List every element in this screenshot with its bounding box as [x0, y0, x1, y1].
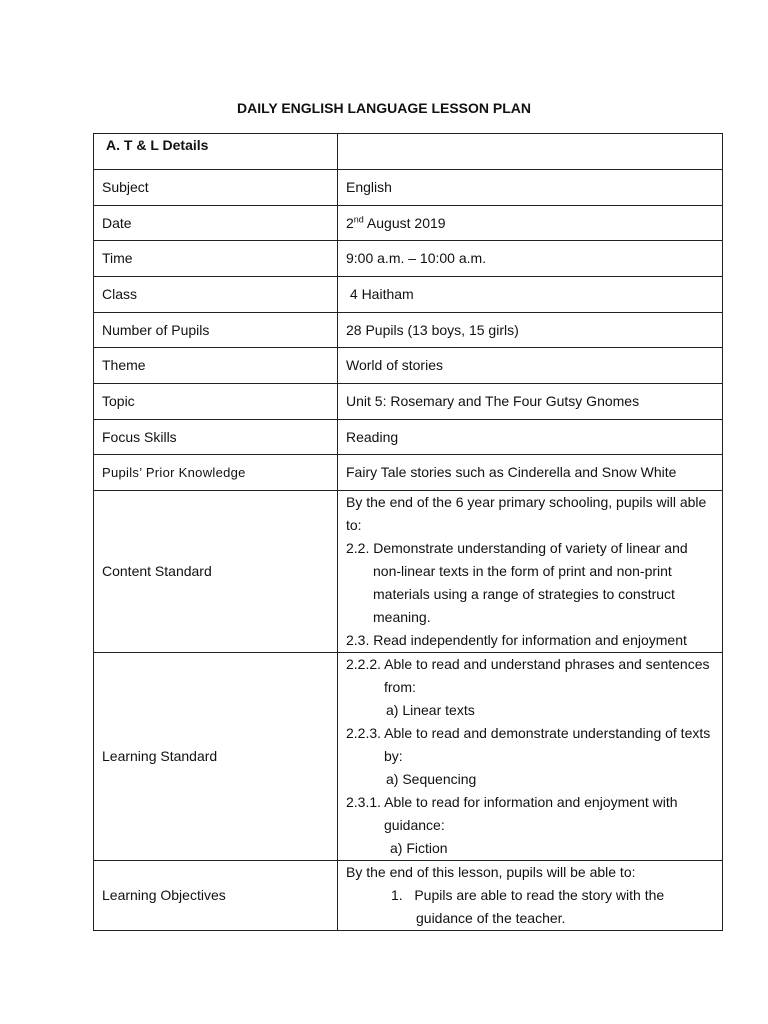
page-title: DAILY ENGLISH LANGUAGE LESSON PLAN	[236, 100, 532, 116]
table-row	[94, 241, 723, 277]
row-label: Subject	[94, 170, 338, 206]
row-value: World of stories	[338, 348, 723, 384]
table-row	[94, 348, 723, 384]
content-standard-line: meaning.	[373, 609, 431, 625]
section-header-value	[338, 134, 723, 170]
learning-standard-line: guidance:	[384, 817, 445, 833]
date-rest: August 2019	[363, 214, 446, 231]
content-standard-line: non-linear texts in the form of print and non-print	[373, 563, 672, 579]
table-row	[94, 420, 723, 455]
learning-objectives-line: 1. Pupils are able to read the story with the	[391, 887, 665, 903]
table-row	[94, 277, 723, 313]
content-standard-line: to:	[346, 517, 362, 533]
table-row-learning-objectives	[94, 861, 723, 931]
row-value-date	[338, 206, 723, 241]
content-standard-value	[338, 491, 723, 653]
row-value: Unit 5: Rosemary and The Four Gutsy Gnomes	[338, 384, 723, 420]
table-row	[94, 206, 723, 241]
date-day: 2	[346, 214, 354, 231]
learning-standard-line: 2.2.2. Able to read and understand phrases and sentences	[346, 656, 710, 672]
learning-standard-label: Learning Standard	[94, 653, 338, 861]
row-label: Number of Pupils	[94, 313, 338, 348]
row-value: 4 Haitham	[338, 277, 723, 313]
learning-standard-line: a) Linear texts	[386, 702, 475, 718]
row-label: Topic	[94, 384, 338, 420]
section-header-label: A. T & L Details	[94, 134, 338, 170]
learning-standard-line: a) Fiction	[390, 840, 448, 856]
row-value: Fairy Tale stories such as Cinderella and Snow White	[338, 455, 723, 491]
row-label: Theme	[94, 348, 338, 384]
content-standard-line: 2.2. Demonstrate understanding of variety of linear and	[346, 540, 688, 556]
table-row-learning-standard	[94, 653, 723, 861]
learning-standard-line: 2.2.3. Able to read and demonstrate understanding of texts	[346, 725, 711, 741]
table-row	[94, 455, 723, 491]
learning-standard-line: 2.3.1. Able to read for information and enjoyment with	[346, 794, 678, 810]
learning-standard-value	[338, 653, 723, 861]
table-row	[94, 170, 723, 206]
date-suffix: nd	[353, 213, 364, 224]
row-label: Pupils’ Prior Knowledge	[94, 455, 338, 491]
learning-objectives-line: guidance of the teacher.	[416, 910, 566, 926]
content-standard-line: 2.3. Read independently for information and enjoyment	[346, 632, 687, 648]
learning-objectives-label: Learning Objectives	[94, 861, 338, 931]
row-value: 9:00 a.m. – 10:00 a.m.	[338, 241, 723, 277]
row-label: Time	[94, 241, 338, 277]
learning-standard-line: by:	[384, 748, 403, 764]
learning-standard-line: a) Sequencing	[386, 771, 477, 787]
content-standard-label: Content Standard	[94, 491, 338, 653]
row-value: 28 Pupils (13 boys, 15 girls)	[338, 313, 723, 348]
row-label: Focus Skills	[94, 420, 338, 455]
table-row-content-standard	[94, 491, 723, 653]
content-standard-line: materials using a range of strategies to construct	[373, 586, 675, 602]
table-row-header	[94, 134, 723, 170]
content-standard-line: By the end of the 6 year primary schooling, pupils will able	[346, 494, 707, 510]
row-label: Date	[94, 206, 338, 241]
table-row	[94, 384, 723, 420]
row-value: Reading	[338, 420, 723, 455]
lesson-plan-table	[93, 133, 723, 931]
row-label: Class	[94, 277, 338, 313]
learning-objectives-value	[338, 861, 723, 931]
learning-objectives-line: By the end of this lesson, pupils will be able to:	[346, 864, 636, 880]
row-value: English	[338, 170, 723, 206]
table-row	[94, 313, 723, 348]
learning-standard-line: from:	[384, 679, 416, 695]
